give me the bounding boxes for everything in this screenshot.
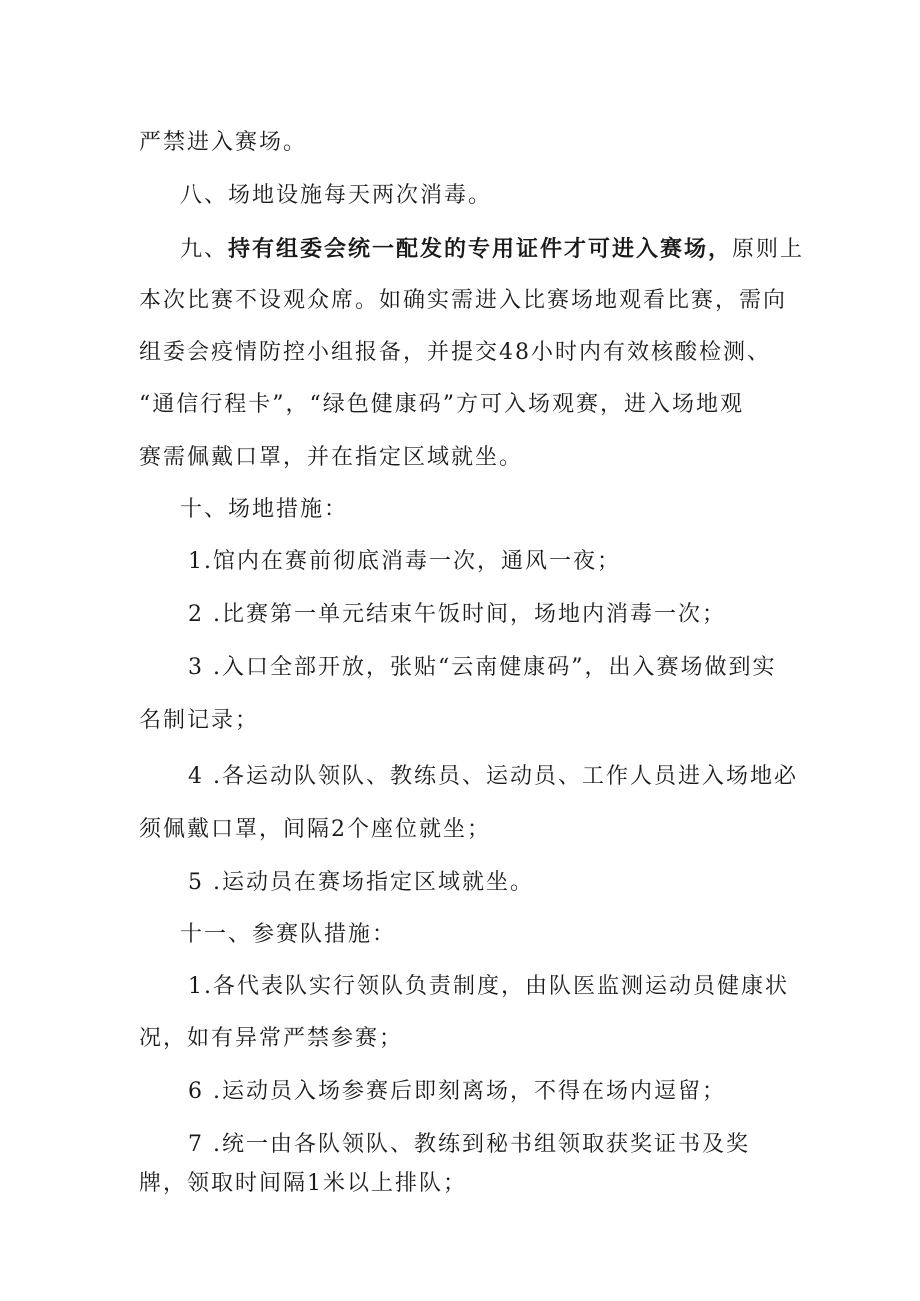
text-line: 严禁进入赛场。 [139, 130, 308, 155]
text-line: 八、场地设施每天两次消毒。 [180, 183, 493, 208]
text-line: 6 .运动员入场参赛后即刻离场，不得在场内逗留； [188, 1079, 726, 1104]
text-segment: 原则上 [732, 237, 805, 262]
text-line [180, 234, 804, 264]
text-line: 十一、参赛队措施： [180, 922, 397, 947]
text-line: 况，如有异常严禁参赛； [139, 1026, 404, 1051]
text-line: 本次比赛不设观众席。如确实需进入比赛场地观看比赛，需向 [139, 288, 788, 313]
text-segment: 九、 [180, 237, 229, 262]
bold-text-segment: 持有组委会统一配发的专用证件才可进入赛场， [228, 236, 733, 262]
text-line: 1.馆内在赛前彻底消毒一次，通风一夜； [188, 549, 621, 574]
text-line: 7 .统一由各队领队、教练到秘书组领取获奖证书及奖 [188, 1132, 750, 1157]
text-line: 牌，领取时间隔1米以上排队； [139, 1171, 467, 1196]
text-line: 1.各代表队实行领队负责制度，由队医监测运动员健康状 [188, 974, 789, 999]
text-line: 组委会疫情防控小组报备，并提交48小时内有效核酸检测、 [139, 340, 771, 365]
text-line: 5 .运动员在赛场指定区域就坐。 [188, 870, 534, 895]
text-line: “通信行程卡”，“绿色健康码”方可入场观赛，进入场地观 [139, 392, 744, 417]
text-line: 十、场地措施： [180, 497, 349, 522]
text-line: 赛需佩戴口罩，并在指定区域就坐。 [139, 445, 524, 470]
text-line: 名制记录； [139, 708, 260, 733]
text-line: 须佩戴口罩，间隔2个座位就坐； [139, 817, 491, 842]
text-line: 3 .入口全部开放，张贴“云南健康码”，出入赛场做到实 [188, 655, 777, 680]
text-line: 4 .各运动队领队、教练员、运动员、工作人员进入场地必 [188, 764, 798, 789]
text-line: 2 .比赛第一单元结束午饭时间，场地内消毒一次； [188, 602, 726, 627]
